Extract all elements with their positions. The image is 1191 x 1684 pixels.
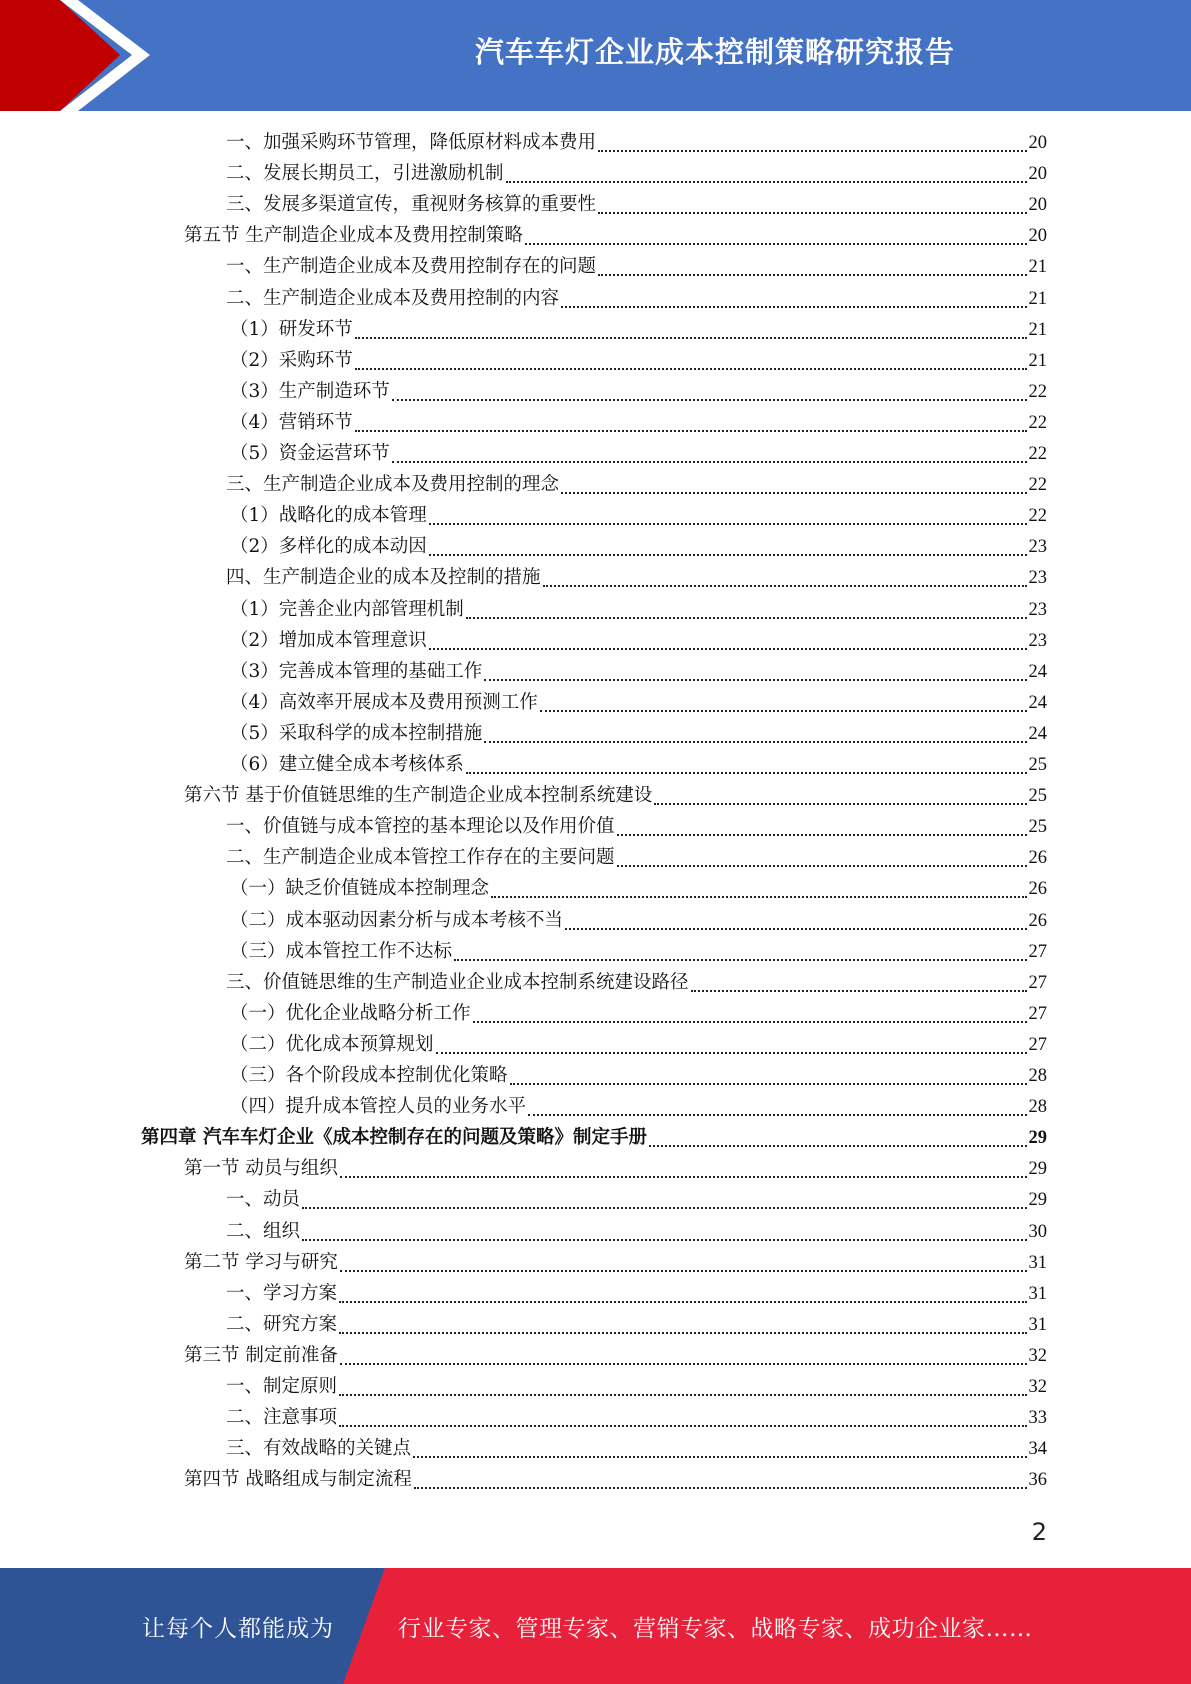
toc-entry[interactable]: [230, 626, 1047, 656]
toc-entry-label: 二、注意事项: [226, 1407, 338, 1429]
toc-entry[interactable]: [226, 1185, 1047, 1215]
toc-dot-leader: [339, 1332, 1026, 1334]
toc-dot-leader: [484, 679, 1026, 681]
toc-entry-page: 24: [1028, 661, 1047, 682]
toc-entry[interactable]: [230, 408, 1047, 438]
toc-entry[interactable]: [230, 657, 1047, 687]
toc-entry-label: 第二节 学习与研究: [184, 1251, 338, 1273]
toc-entry-page: 22: [1028, 444, 1047, 464]
toc-entry-label: （4）营销环节: [230, 411, 353, 433]
toc-entry-label: （2）增加成本管理意识: [230, 629, 427, 651]
toc-dot-leader: [561, 306, 1026, 308]
toc-dot-leader: [355, 430, 1027, 432]
toc-entry-label: 三、价值链思维的生产制造业企业成本控制系统建设路径: [226, 971, 689, 993]
report-title: 汽车车灯企业成本控制策略研究报告: [474, 34, 955, 69]
page-footer: [0, 1568, 1191, 1684]
toc-entry[interactable]: [230, 1030, 1047, 1060]
toc-entry-label: （3）完善成本管理的基础工作: [230, 660, 483, 682]
toc-entry[interactable]: [230, 937, 1047, 967]
toc-dot-leader: [429, 523, 1027, 525]
toc-entry-page: 23: [1028, 537, 1047, 558]
toc-entry-page: 29: [1028, 1190, 1047, 1211]
toc-dot-leader: [340, 1176, 1027, 1178]
toc-entry-page: 30: [1028, 1221, 1047, 1242]
toc-entry[interactable]: [230, 532, 1047, 562]
toc-entry-label: （5）采取科学的成本控制措施: [230, 722, 483, 744]
toc-dot-leader: [598, 212, 1026, 214]
toc-dot-leader: [691, 990, 1027, 992]
toc-entry-label: （4）高效率开展成本及费用预测工作: [230, 691, 538, 713]
toc-entry-label: （3）生产制造环节: [230, 380, 390, 402]
toc-dot-leader: [339, 1394, 1026, 1396]
toc-dot-leader: [540, 710, 1027, 712]
toc-entry[interactable]: [230, 439, 1047, 469]
toc-entry-label: （二）优化成本预算规划: [230, 1033, 434, 1055]
toc-entry-label: （1）完善企业内部管理机制: [230, 598, 464, 620]
toc-entry-label: 二、组织: [226, 1220, 301, 1242]
toc-entry-page: 20: [1028, 226, 1047, 247]
toc-entry[interactable]: [141, 1123, 1047, 1153]
toc-entry[interactable]: [230, 315, 1047, 345]
toc-entry-page: 23: [1028, 599, 1047, 620]
toc-entry[interactable]: [226, 1310, 1047, 1340]
toc-entry-label: 第四节 战略组成与制定流程: [184, 1469, 412, 1491]
toc-entry[interactable]: [184, 221, 1047, 251]
toc-entry[interactable]: [230, 719, 1047, 749]
toc-entry-page: 27: [1028, 972, 1047, 993]
toc-entry-label: （5）资金运营环节: [230, 443, 390, 464]
toc-dot-leader: [302, 1207, 1026, 1209]
toc-dot-leader: [528, 1114, 1026, 1116]
toc-dot-leader: [525, 243, 1027, 245]
toc-entry-page: 28: [1028, 1097, 1047, 1118]
toc-entry-page: 21: [1028, 288, 1047, 309]
toc-dot-leader: [340, 1363, 1027, 1365]
toc-dot-leader: [473, 1021, 1027, 1023]
toc-entry-label: 第五节 生产制造企业成本及费用控制策略: [184, 225, 523, 247]
toc-dot-leader: [617, 834, 1027, 836]
toc-dot-leader: [466, 617, 1027, 619]
toc-dot-leader: [339, 1301, 1026, 1303]
toc-entry-page: 25: [1028, 786, 1047, 807]
toc-entry-page: 21: [1028, 350, 1047, 371]
toc-dot-leader: [413, 1456, 1026, 1458]
toc-dot-leader: [510, 1083, 1027, 1085]
toc-entry-page: 36: [1028, 1470, 1047, 1491]
toc-entry-label: 一、制定原则: [226, 1376, 338, 1397]
toc-dot-leader: [392, 399, 1027, 401]
toc-entry[interactable]: [230, 1092, 1047, 1122]
toc-entry-page: 32: [1028, 1345, 1047, 1366]
toc-entry-label: （二）成本驱动因素分析与成本考核不当: [230, 909, 564, 931]
toc-entry-page: 22: [1028, 475, 1047, 496]
toc-entry-label: （2）多样化的成本动因: [230, 536, 427, 558]
toc-dot-leader: [565, 928, 1026, 930]
toc-dot-leader: [491, 896, 1026, 898]
toc-entry-page: 21: [1028, 319, 1047, 340]
toc-entry-page: 32: [1028, 1377, 1047, 1397]
toc-dot-leader: [506, 181, 1027, 183]
toc-entry[interactable]: [226, 843, 1047, 873]
toc-entry-label: 一、动员: [226, 1189, 301, 1211]
header-arrow-decoration: [0, 0, 160, 111]
toc-entry[interactable]: [230, 346, 1047, 376]
toc-entry-page: 20: [1028, 164, 1047, 185]
toc-entry[interactable]: [230, 1061, 1047, 1091]
toc-dot-leader: [454, 959, 1026, 961]
toc-entry-page: 25: [1028, 755, 1047, 775]
toc-entry-label: （一）缺乏价值链成本控制理念: [230, 878, 490, 900]
toc-dot-leader: [598, 150, 1026, 152]
toc-entry-page: 31: [1028, 1314, 1047, 1335]
toc-entry-label: 三、发展多渠道宣传，重视财务核算的重要性: [226, 194, 597, 216]
toc-entry-label: 第一节 动员与组织: [184, 1158, 338, 1180]
toc-entry-page: 26: [1028, 910, 1047, 931]
toc-entry-page: 20: [1028, 133, 1047, 153]
toc-dot-leader: [543, 585, 1027, 587]
toc-entry-label: 一、生产制造企业成本及费用控制存在的问题: [226, 256, 597, 278]
toc-entry-label: 第三节 制定前准备: [184, 1344, 338, 1366]
toc-entry[interactable]: [230, 377, 1047, 407]
toc-entry[interactable]: [226, 128, 1047, 158]
toc-dot-leader: [561, 492, 1026, 494]
toc-entry-page: 20: [1028, 195, 1047, 216]
toc-dot-leader: [617, 865, 1027, 867]
toc-entry-page: 26: [1028, 879, 1047, 900]
toc-entry-page: 29: [1028, 1128, 1047, 1149]
toc-entry-label: （2）采购环节: [230, 349, 353, 371]
toc-entry[interactable]: [226, 470, 1047, 500]
toc-entry[interactable]: [226, 968, 1047, 998]
toc-entry[interactable]: [230, 501, 1047, 531]
toc-entry-page: 22: [1028, 412, 1047, 433]
toc-entry-label: （1）研发环节: [230, 318, 353, 340]
footer-slogan-left: 让每个人都能成为: [142, 1615, 334, 1642]
toc-entry-page: 27: [1028, 1034, 1047, 1055]
toc-entry-page: 24: [1028, 723, 1047, 744]
toc-entry[interactable]: [226, 1434, 1047, 1464]
toc-entry-page: 21: [1028, 257, 1047, 278]
toc-entry-page: 31: [1028, 1252, 1047, 1273]
toc-entry[interactable]: [226, 1217, 1047, 1247]
toc-entry-label: （1）战略化的成本管理: [230, 505, 427, 527]
toc-dot-leader: [429, 554, 1027, 556]
toc-entry[interactable]: [226, 1372, 1047, 1402]
toc-entry-label: 一、学习方案: [226, 1282, 338, 1304]
toc-entry[interactable]: [184, 1154, 1047, 1184]
toc-entry[interactable]: [226, 812, 1047, 842]
page-number: 2: [1031, 1518, 1047, 1546]
toc-dot-leader: [355, 368, 1027, 370]
footer-slogan-right: 行业专家、管理专家、营销专家、战略专家、成功企业家……: [398, 1615, 1033, 1642]
toc-entry[interactable]: [226, 252, 1047, 282]
toc-entry-label: 一、加强采购环节管理，降低原材料成本费用: [226, 132, 597, 153]
toc-dot-leader: [302, 1239, 1026, 1241]
toc-entry-page: 26: [1028, 848, 1047, 869]
toc-entry[interactable]: [184, 1465, 1047, 1495]
toc-entry[interactable]: [230, 595, 1047, 625]
toc-entry-page: 28: [1028, 1066, 1047, 1086]
toc-dot-leader: [340, 1270, 1027, 1272]
toc-entry[interactable]: [184, 1341, 1047, 1371]
toc-dot-leader: [414, 1487, 1027, 1489]
toc-entry[interactable]: [226, 190, 1047, 220]
toc-entry-label: 三、有效战略的关键点: [226, 1438, 412, 1460]
toc-entry-page: 31: [1028, 1283, 1047, 1304]
toc-dot-leader: [436, 1052, 1027, 1054]
toc-entry-page: 24: [1028, 692, 1047, 713]
toc-entry-label: （6）建立健全成本考核体系: [230, 754, 464, 775]
toc-entry-page: 25: [1028, 817, 1047, 838]
toc-entry-label: 三、生产制造企业成本及费用控制的理念: [226, 474, 560, 496]
toc-entry[interactable]: [230, 906, 1047, 936]
toc-dot-leader: [339, 1425, 1026, 1427]
toc-dot-leader: [598, 274, 1026, 276]
toc-entry[interactable]: [230, 750, 1047, 780]
toc-entry[interactable]: [184, 781, 1047, 811]
toc-entry-page: 22: [1028, 381, 1047, 402]
toc-entry-page: 34: [1028, 1439, 1047, 1460]
toc-entry-label: （三）各个阶段成本控制优化策略: [230, 1065, 508, 1086]
toc-entry-page: 27: [1028, 941, 1047, 962]
toc-entry-page: 23: [1028, 568, 1047, 589]
toc-entry-label: 一、价值链与成本管控的基本理论以及作用价值: [226, 816, 615, 838]
toc-entry-label: 二、发展长期员工，引进激励机制: [226, 163, 504, 185]
toc-entry[interactable]: [226, 1403, 1047, 1433]
toc-dot-leader: [355, 337, 1027, 339]
toc-entry-page: 29: [1028, 1159, 1047, 1180]
toc-entry-label: 二、生产制造企业成本管控工作存在的主要问题: [226, 847, 615, 869]
toc-entry-page: 23: [1028, 630, 1047, 651]
toc-entry-page: 27: [1028, 1003, 1047, 1024]
toc-dot-leader: [392, 461, 1027, 463]
toc-entry-label: 四、生产制造企业的成本及控制的措施: [226, 567, 541, 589]
toc-entry[interactable]: [184, 1248, 1047, 1278]
toc-entry[interactable]: [226, 284, 1047, 314]
toc-dot-leader: [649, 1145, 1027, 1147]
toc-entry-label: 二、生产制造企业成本及费用控制的内容: [226, 287, 560, 309]
toc-entry[interactable]: [230, 874, 1047, 904]
toc-entry[interactable]: [226, 1279, 1047, 1309]
toc-dot-leader: [429, 648, 1027, 650]
toc-entry-label: （三）成本管控工作不达标: [230, 940, 453, 962]
toc-dot-leader: [654, 803, 1026, 805]
toc-entry-label: 第六节 基于价值链思维的生产制造企业成本控制系统建设: [184, 785, 653, 807]
toc-entry[interactable]: [230, 999, 1047, 1029]
toc-entry[interactable]: [226, 563, 1047, 593]
toc-entry-label: 第四章 汽车车灯企业《成本控制存在的问题及策略》制定手册: [141, 1127, 647, 1149]
toc-entry-label: 二、研究方案: [226, 1313, 338, 1335]
toc-entry-page: 22: [1028, 506, 1047, 527]
toc-dot-leader: [484, 741, 1026, 743]
toc-entry-label: （四）提升成本管控人员的业务水平: [230, 1096, 527, 1118]
toc-entry[interactable]: [230, 688, 1047, 718]
toc-entry-label: （一）优化企业战略分析工作: [230, 1002, 471, 1024]
toc-dot-leader: [466, 772, 1027, 774]
page-header: [0, 0, 1191, 111]
toc-entry[interactable]: [226, 159, 1047, 189]
toc-entry-page: 33: [1028, 1408, 1047, 1429]
